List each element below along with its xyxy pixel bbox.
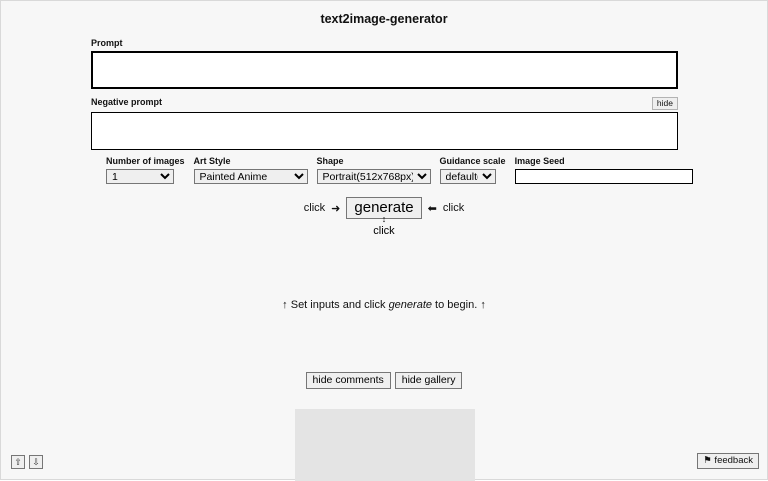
click-hint-below: click xyxy=(373,225,395,237)
prompt-label: Prompt xyxy=(91,38,123,48)
negative-prompt-input[interactable] xyxy=(91,112,678,150)
image-seed-group xyxy=(515,156,693,184)
number-of-images-label: Number of images xyxy=(106,156,185,166)
prompt-input[interactable] xyxy=(91,51,678,89)
click-hint-right: click xyxy=(442,202,465,214)
status-hint-prefix: ↑ Set inputs and click xyxy=(282,299,389,311)
arrow-right-icon: ➜ xyxy=(331,202,341,215)
guidance-scale-select[interactable] xyxy=(440,169,496,184)
prompt-field-group xyxy=(91,38,678,92)
status-hint-suffix: to begin. ↑ xyxy=(432,299,486,311)
generate-below-hint xyxy=(1,215,767,237)
click-hint-left: click xyxy=(303,202,326,214)
controls-row xyxy=(106,156,702,184)
guidance-scale-label: Guidance scale xyxy=(439,156,506,166)
arrow-left-icon: ⬅ xyxy=(427,202,437,215)
scroll-up-button[interactable]: ⇧ xyxy=(11,455,25,469)
corner-controls-left xyxy=(11,455,43,469)
shape-select[interactable] xyxy=(317,169,431,184)
shape-label: Shape xyxy=(316,156,344,166)
number-of-images-group xyxy=(106,156,185,184)
image-seed-label: Image Seed xyxy=(514,156,565,166)
negative-prompt-field-group xyxy=(91,97,678,153)
status-hint-emphasis: generate xyxy=(388,299,432,311)
guidance-scale-group xyxy=(440,156,506,184)
status-hint xyxy=(1,299,767,311)
number-of-images-select[interactable] xyxy=(106,169,174,184)
hide-comments-button[interactable]: hide comments xyxy=(306,372,391,389)
art-style-label: Art Style xyxy=(193,156,231,166)
corner-controls-right xyxy=(697,453,759,469)
negative-prompt-label: Negative prompt xyxy=(91,97,163,107)
gallery-placeholder[interactable] xyxy=(295,409,475,481)
scroll-down-button[interactable]: ⇩ xyxy=(29,455,43,469)
art-style-group xyxy=(194,156,308,184)
shape-group xyxy=(317,156,431,184)
image-seed-input[interactable] xyxy=(515,169,693,184)
art-style-select[interactable] xyxy=(194,169,308,184)
toggle-row xyxy=(1,372,767,389)
hide-gallery-button[interactable]: hide gallery xyxy=(395,372,463,389)
arrow-updown-icon: ↕ xyxy=(381,214,387,224)
hide-negative-prompt-button[interactable]: hide xyxy=(652,97,678,110)
page-title: text2image-generator xyxy=(320,12,448,26)
generate-button[interactable]: generate xyxy=(346,197,421,219)
feedback-button[interactable]: ⚑ feedback xyxy=(697,453,759,469)
